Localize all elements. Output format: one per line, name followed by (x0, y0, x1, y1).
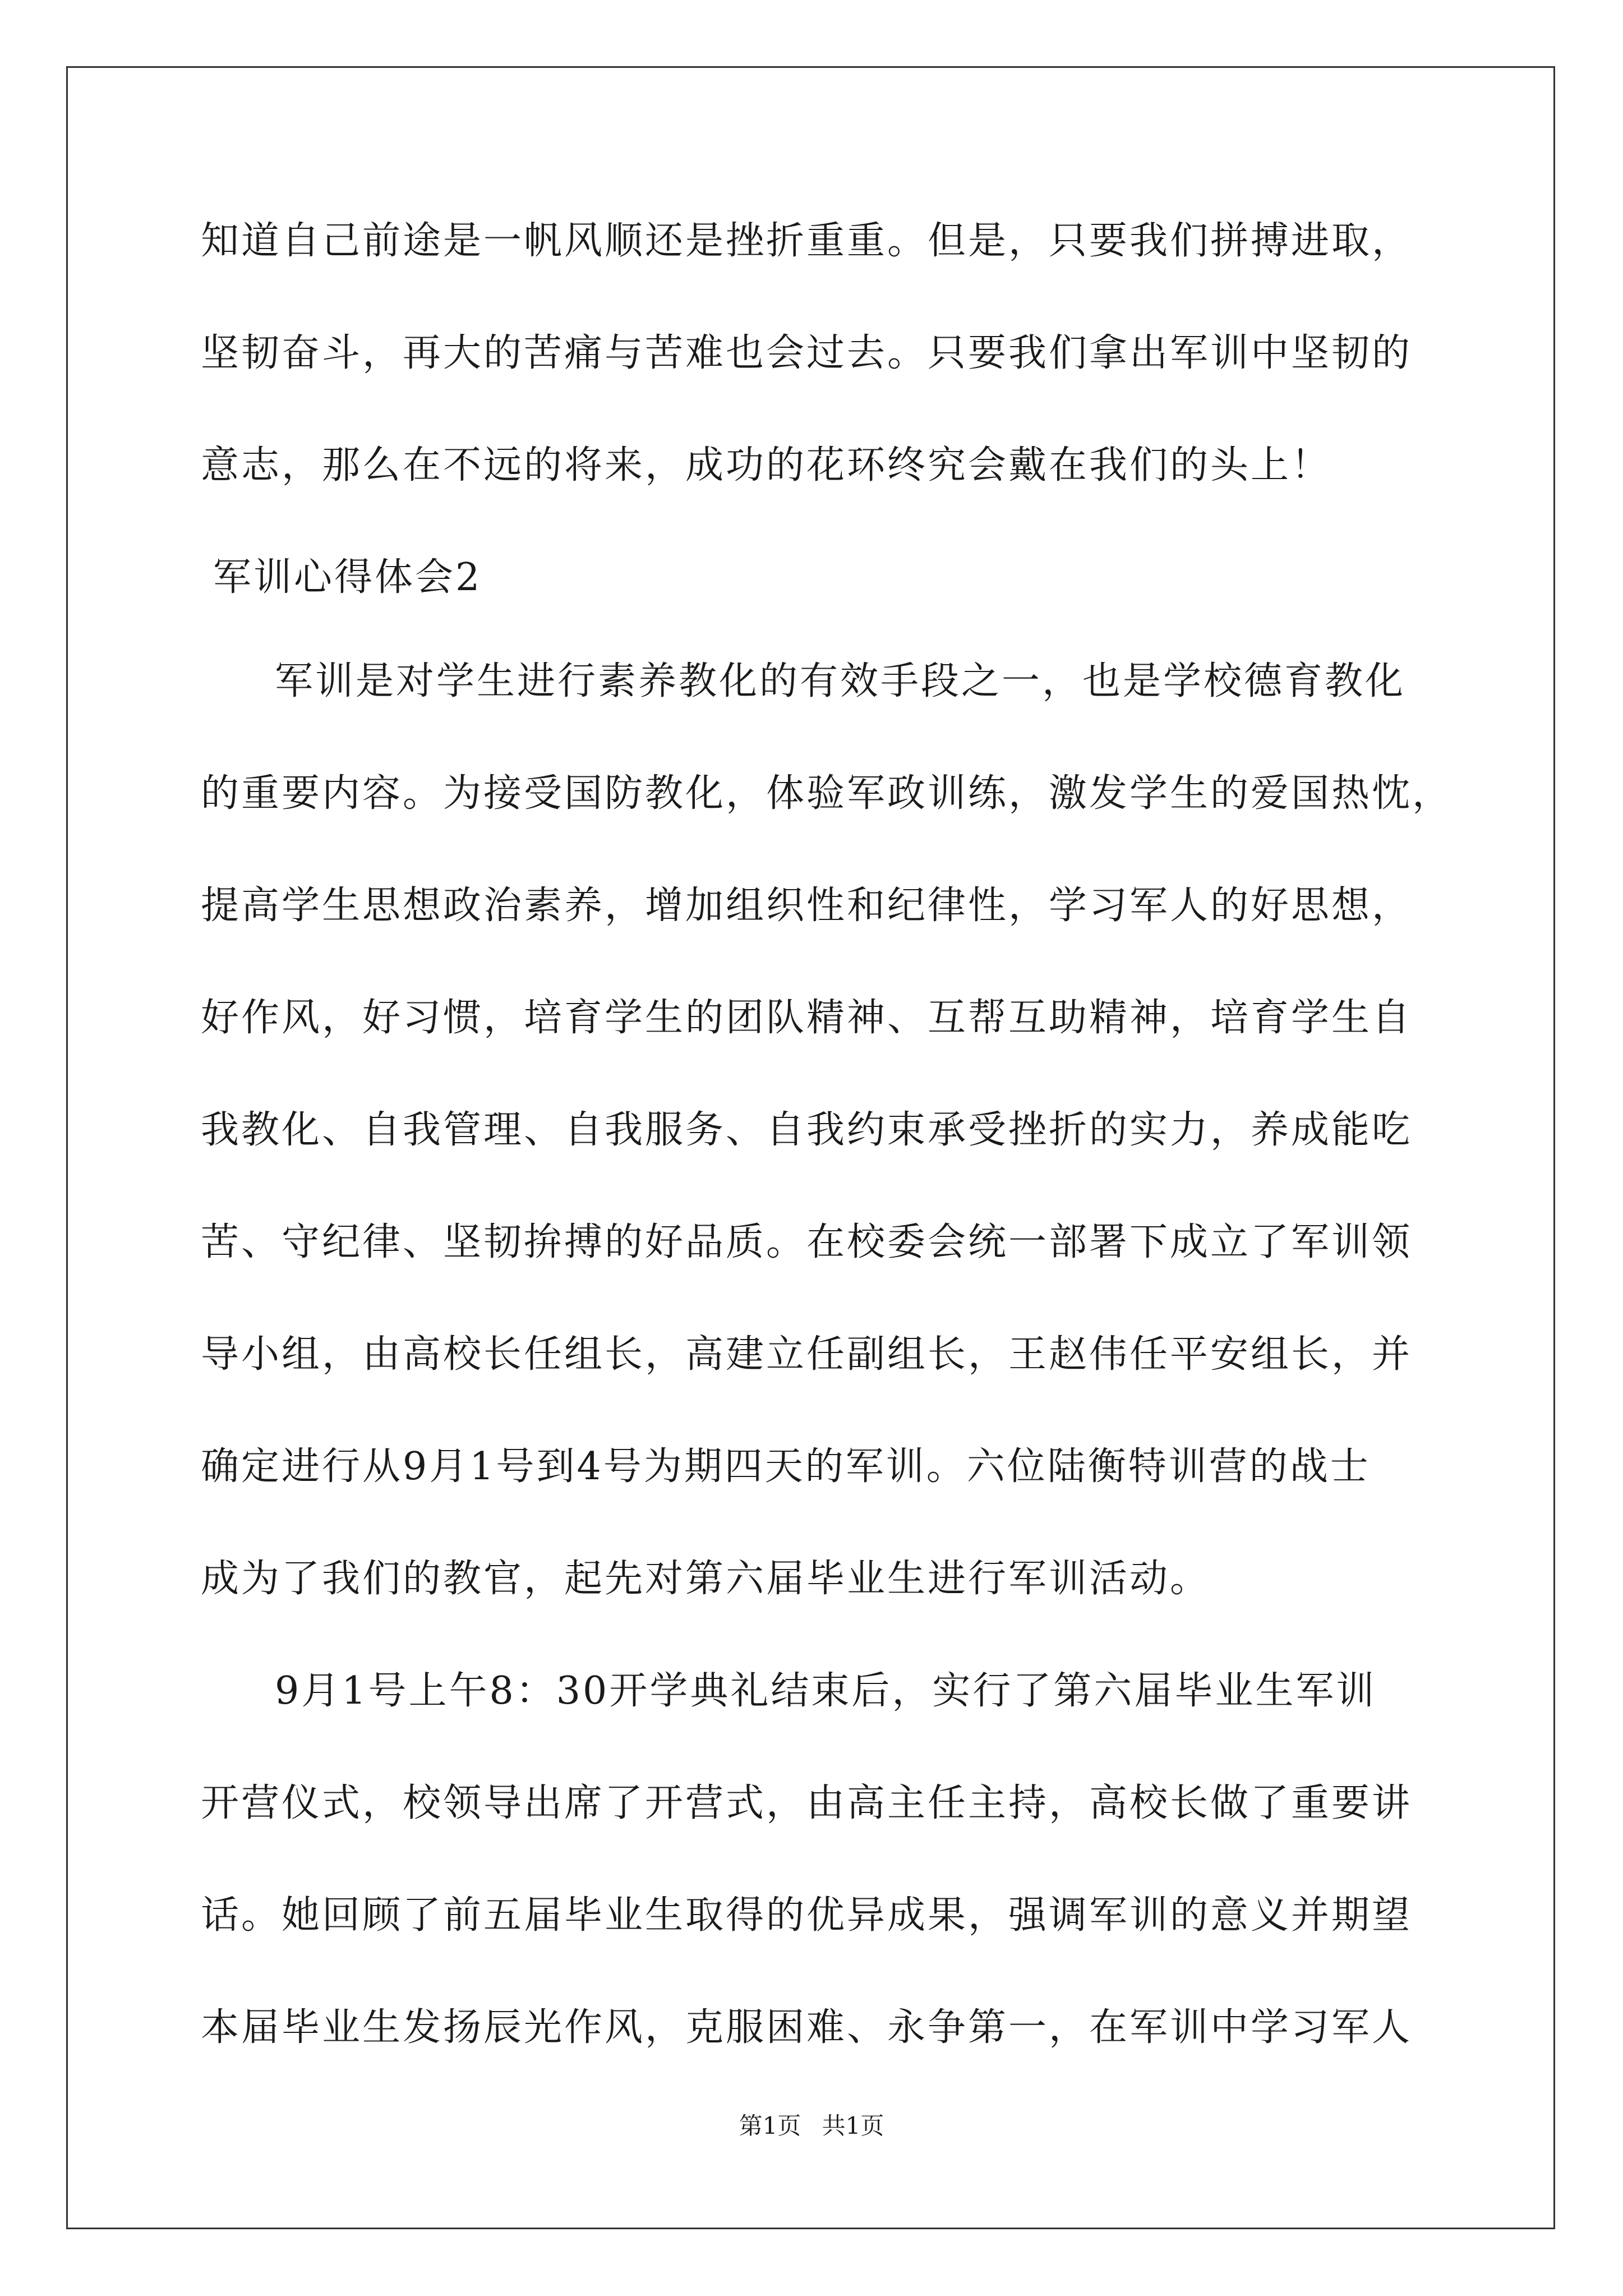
text-line: 话。她回顾了前五届毕业生取得的优异成果，强调军训的意义并期望 (201, 1893, 1413, 1938)
text-line: 好作风，好习惯，培育学生的团队精神、互帮互助精神，培育学生自 (201, 996, 1413, 1040)
page-footer (0, 2112, 1623, 2140)
text-line: 本届毕业生发扬辰光作风，克服困难、永争第一，在军训中学习军人 (201, 2005, 1413, 2050)
text-line: 导小组，由高校长任组长，高建立任副组长，王赵伟任平安组长，并 (201, 1332, 1413, 1377)
text-line: 坚韧奋斗，再大的苦痛与苦难也会过去。只要我们拿出军训中坚韧的 (201, 331, 1413, 375)
section-title: 军训心得体会2 (213, 555, 482, 600)
text-line: 成为了我们的教官，起先对第六届毕业生进行军训活动。 (201, 1557, 1211, 1601)
text-line: 9月1号上午8：30开学典礼结束后，实行了第六届毕业生军训 (275, 1669, 1377, 1713)
text-line: 苦、守纪律、坚韧拚搏的好品质。在校委会统一部署下成立了军训领 (201, 1220, 1413, 1264)
text-line: 的重要内容。为接受国防教化，体验军政训练，激发学生的爱国热忱， (201, 771, 1453, 816)
page-number: 第1页 (739, 2112, 801, 2139)
text-line: 我教化、自我管理、自我服务、自我约束承受挫折的实力，养成能吃 (201, 1108, 1413, 1152)
text-line: 知道自己前途是一帆风顺还是挫折重重。但是，只要我们拼搏进取， (201, 219, 1413, 263)
text-line: 确定进行从9月1号到4号为期四天的军训。六位陆衡特训营的战士 (201, 1444, 1371, 1489)
text-line: 开营仪式，校领导出席了开营式，由高主任主持，高校长做了重要讲 (201, 1781, 1413, 1825)
page-total: 共1页 (822, 2112, 884, 2139)
text-line: 军训是对学生进行素养教化的有效手段之一，也是学校德育教化 (275, 659, 1406, 703)
text-line: 意志，那么在不远的将来，成功的花环终究会戴在我们的头上！ (201, 443, 1332, 487)
text-line: 提高学生思想政治素养，增加组织性和纪律性，学习军人的好思想， (201, 884, 1413, 928)
